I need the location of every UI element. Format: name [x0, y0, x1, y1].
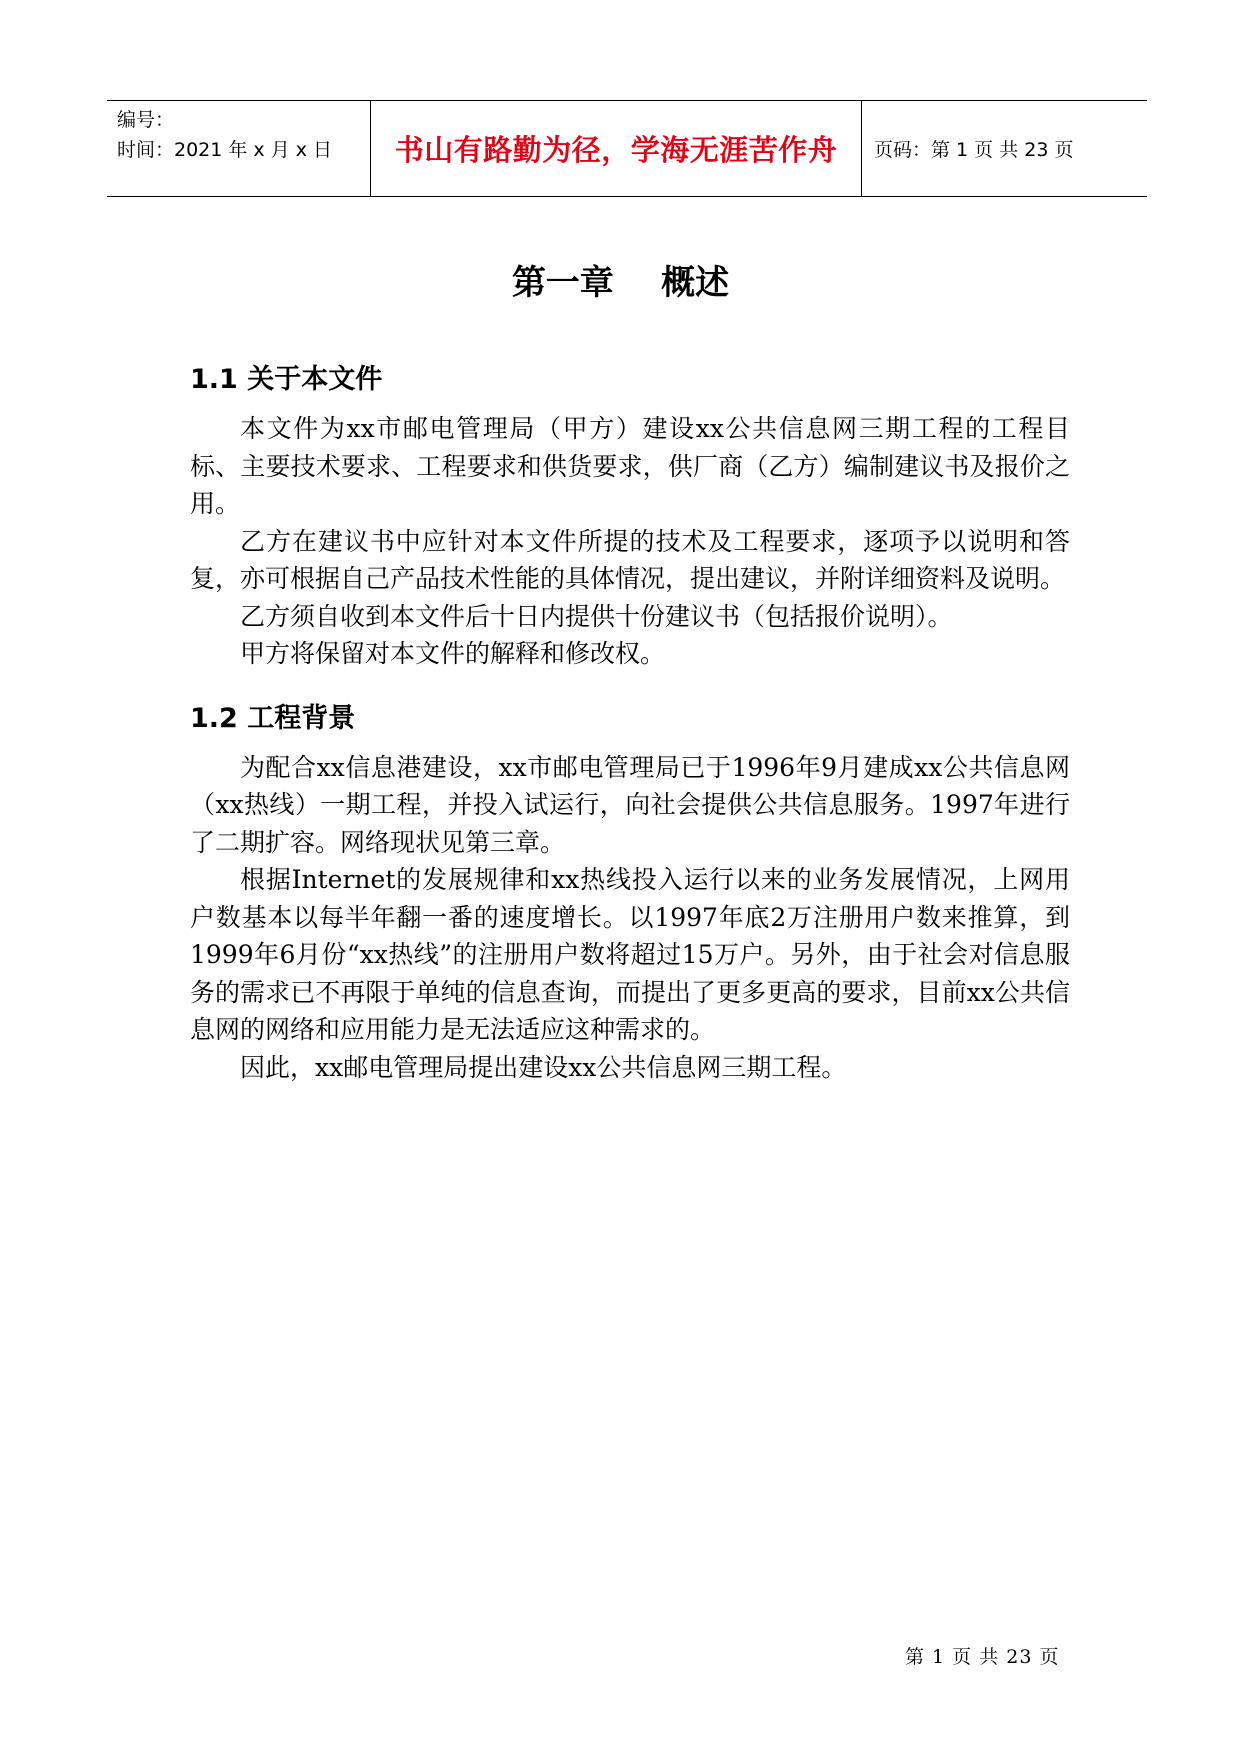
section-heading: 1.2 工程背景	[190, 702, 356, 734]
paragraph: 乙方在建议书中应针对本文件所提的技术及工程要求，逐项予以说明和答复，亦可根据自己产品技术性能的具体情况，提出建议，并附详细资料及说明。	[190, 526, 1070, 593]
section-heading: 1.1 关于本文件	[190, 364, 383, 395]
header-meta	[107, 101, 371, 196]
time-label: 时间：2021 年 x 月 x 日	[117, 139, 333, 161]
footer-page-number: 第 1 页 共 23 页	[905, 1646, 1060, 1668]
header-page-number: 页码：第 1 页 共 23 页	[874, 139, 1074, 161]
paragraph: 因此，xx邮电管理局提出建设xx公共信息网三期工程。	[240, 1052, 847, 1082]
serial-number-label: 编号：	[117, 109, 175, 131]
chapter-title: 第一章 概述	[511, 263, 730, 303]
paragraph: 根据Internet的发展规律和xx热线投入运行以来的业务发展情况，上网用户数基本以每半年翻一番的速度增长。以1997年底2万注册用户数来推算，到1999年6月份“xx热线”的注册用户数将超过15万户。另外，由于社会对信息服务的需求已不再限于单纯的信息查询，而提出了更多更高的要求，目前xx公共信息网的网络和应用能力是无法适应这种需求的。	[190, 865, 1070, 1044]
header-motto: 书山有路勤为径，学海无涯苦作舟	[371, 101, 862, 196]
document-header	[107, 100, 1147, 197]
paragraph: 为配合xx信息港建设，xx市邮电管理局已于1996年9月建成xx公共信息网（xx热线）一期工程，并投入试运行，向社会提供公共信息服务。1997年进行了二期扩容。网络现状见第三章。	[190, 752, 1070, 857]
document-body	[190, 360, 1070, 1086]
paragraph: 甲方将保留对本文件的解释和修改权。	[240, 639, 666, 668]
section-project-background	[190, 699, 1070, 1087]
section-about-document	[190, 360, 1070, 673]
paragraph: 本文件为xx市邮电管理局（甲方）建设xx公共信息网三期工程的工程目标、主要技术要求、工程要求和供货要求，供厂商（乙方）编制建议书及报价之用。	[190, 414, 1070, 518]
paragraph: 乙方须自收到本文件后十日内提供十份建议书（包括报价说明）。	[240, 601, 953, 631]
